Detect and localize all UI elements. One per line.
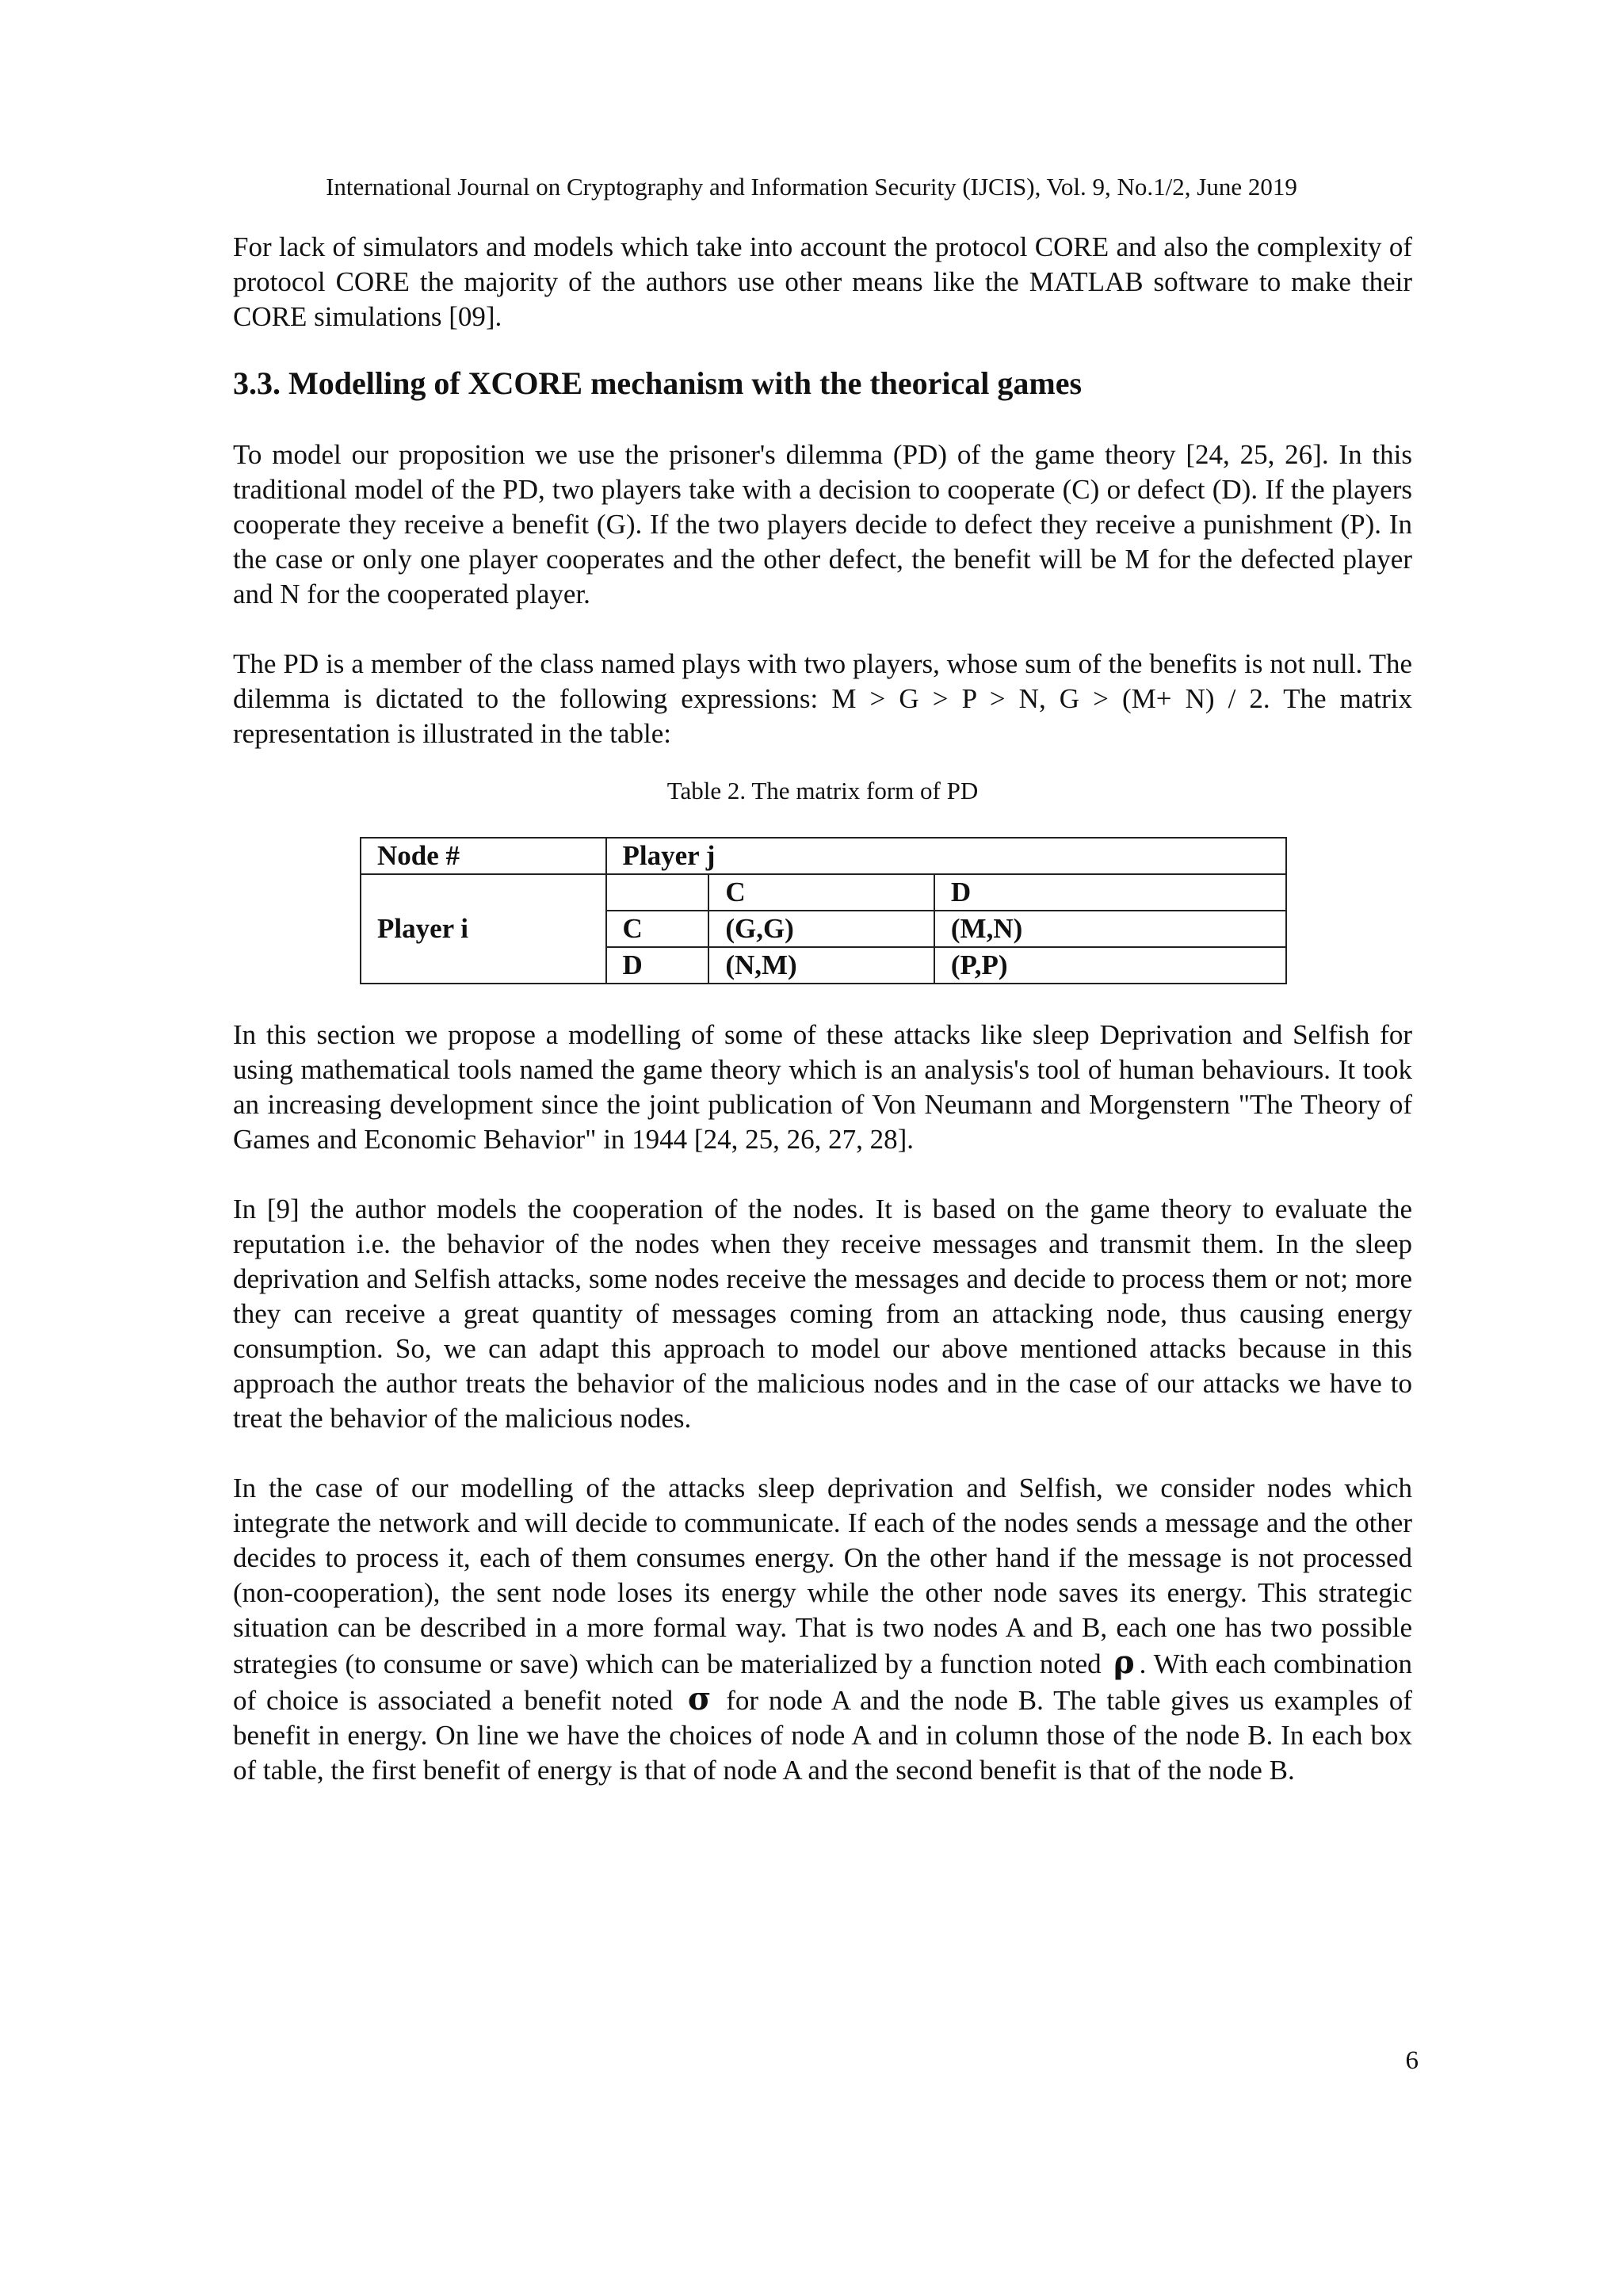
page-body [233, 230, 1412, 1788]
table-caption: Table 2. The matrix form of PD [666, 777, 979, 804]
table-row-d: D [606, 947, 709, 984]
paragraph-attack-modelling: In this section we propose a modelling of some of these attacks like sleep Deprivation and Selfish for using mathematical tools named the game theory which is an analysis's tool of human behaviours. It took an increasing development since the joint publication of Von Neumann and Morgenstern "The Theory of Games and Economic Behavior" in 1944 [24, 25, 26, 27, 28]. [233, 1019, 1412, 1155]
table-col-player: Player j [606, 838, 1287, 874]
table-cell-dc: (N,M) [708, 947, 934, 984]
paragraph-simulators: For lack of simulators and models which take into account the protocol CORE and also the complexity of protocol CORE the majority of the authors use other means like the MATLAB software to make their CORE simulations [09]. [233, 231, 1412, 332]
energy-text-part2: . With each combination of choice is associated a benefit noted [233, 1648, 1412, 1716]
table-corner-cell: Node # [361, 838, 606, 874]
table-col-d: D [934, 874, 1286, 911]
table-cell-cd: (M,N) [934, 911, 1286, 947]
pd-matrix-wrapper [233, 837, 1412, 984]
journal-header: International Journal on Cryptography and Information Security (IJCIS), Vol. 9, No.1/2, June 2019 [326, 173, 1297, 201]
table-cell-dd: (P,P) [934, 947, 1286, 984]
paragraph-prisoners-dilemma: To model our proposition we use the prisoner's dilemma (PD) of the game theory [24, 25, 26]. In this traditional model of the PD, two players take with a decision to cooperate (C) or defect (D). If the players cooperate they receive a benefit (G). If the two players decide to defect they receive a punishment (P). In the case or only one player cooperates and the other defect, the benefit will be M for the defected player and N for the cooperated player. [233, 439, 1412, 609]
table-row [361, 874, 1286, 911]
paragraph-energy-strategies [233, 1471, 1412, 1788]
energy-text-part1: In the case of our modelling of the attacks sleep deprivation and Selfish, we consider nodes which integrate the network and will decide to communicate. If each of the nodes sends a message and the other decides to process it, each of them consumes energy. On the other hand if the message is not processed (non-cooperation), the sent node loses its energy while the other node saves its energy. This strategic situation can be described in a more formal way. That is two nodes A and B, each one has two possible strategies (to consume or save) which can be materialized by a function noted [233, 1473, 1412, 1679]
section-heading: 3.3. Modelling of XCORE mechanism with the theorical games [233, 365, 1083, 401]
table-cell-cc: (G,G) [708, 911, 934, 947]
table-row-player: Player i [361, 874, 606, 984]
pd-matrix-table [360, 837, 1287, 984]
table-row-c: C [606, 911, 709, 947]
rho-symbol: ρ [1113, 1644, 1135, 1681]
energy-text-part3: for node A and the node B. The table gives us examples of benefit in energy. On line we have the choices of node A and in column those of the node B. In each box of table, the first benefit of energy is that of node A and the second benefit is that of the node B. [233, 1685, 1412, 1786]
table-col-c: C [708, 874, 934, 911]
paragraph-node-cooperation: In [9] the author models the cooperation of the nodes. It is based on the game theory to evaluate the reputation i.e. the behavior of the nodes when they receive messages and transmit them. In the sleep deprivation and Selfish attacks, some nodes receive the messages and decide to process them or not; more they can receive a great quantity of messages coming from an attacking node, thus causing energy consumption. So, we can adapt this approach to model our above mentioned attacks because in this approach the author treats the behavior of the malicious nodes and in the case of our attacks we have to treat the behavior of the malicious nodes. [233, 1194, 1412, 1434]
page-number: 6 [1405, 2046, 1419, 2075]
sigma-symbol: σ [687, 1680, 712, 1717]
table-empty-cell [606, 874, 709, 911]
paragraph-pd-class: The PD is a member of the class named plays with two players, whose sum of the benefits is not null. The dilemma is dictated to the following expressions: M > G > P > N, G > (M+ N) / 2. The matrix representation is illustrated in the table: [233, 648, 1412, 749]
table-row [361, 838, 1286, 874]
